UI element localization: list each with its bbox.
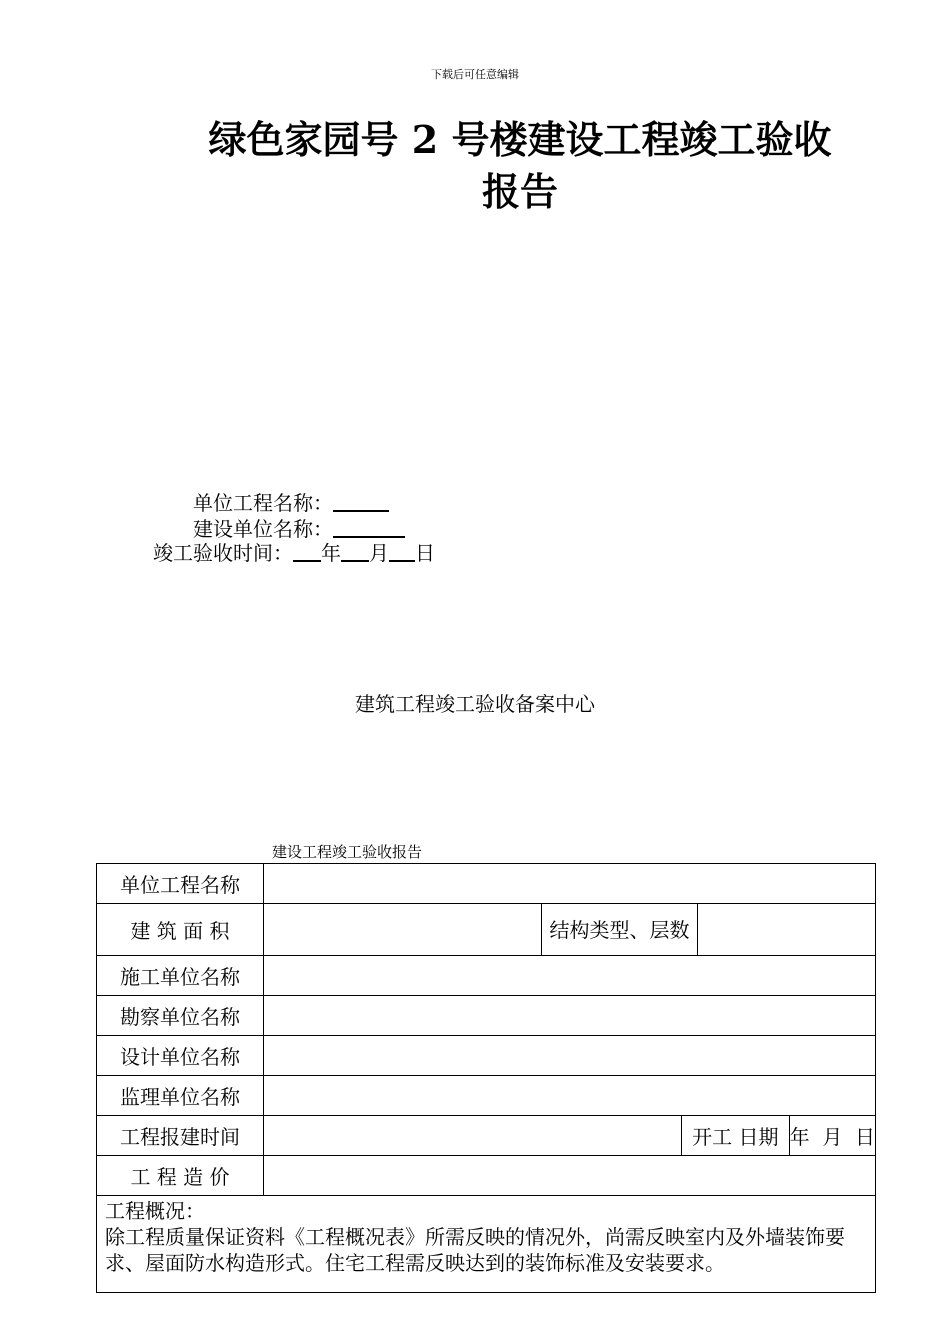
design-unit-value[interactable] — [264, 1036, 876, 1076]
table-row — [97, 904, 876, 956]
unit-project-name-label: 单位工程名称： — [193, 491, 333, 515]
acceptance-report-table — [96, 863, 876, 1293]
title-line-2: 报告 — [481, 169, 558, 214]
table-row — [97, 996, 876, 1036]
acceptance-time-field — [153, 540, 435, 566]
survey-unit-cell: 勘察单位名称 — [97, 996, 264, 1036]
filing-center-name: 建筑工程竣工验收备案中心 — [355, 692, 595, 716]
table-row — [97, 1156, 876, 1196]
construction-unit-value[interactable] — [264, 956, 876, 996]
structure-type-cell: 结构类型、层数 — [542, 904, 698, 956]
day-blank[interactable] — [389, 540, 415, 562]
building-area-cell: 建 筑 面 积 — [97, 904, 264, 956]
day-label: 日 — [415, 541, 435, 565]
project-overview-cell[interactable] — [97, 1196, 876, 1293]
supervision-unit-value[interactable] — [264, 1076, 876, 1116]
builder-name-label: 建设单位名称： — [193, 517, 333, 541]
table-row — [97, 1076, 876, 1116]
unit-project-name-blank[interactable] — [333, 490, 389, 512]
acceptance-time-label: 竣工验收时间： — [153, 541, 293, 565]
unit-project-name-value[interactable] — [264, 864, 876, 904]
table-row — [97, 956, 876, 996]
year-blank[interactable] — [293, 540, 321, 562]
design-unit-cell: 设计单位名称 — [97, 1036, 264, 1076]
structure-type-value[interactable] — [698, 904, 876, 956]
table-row — [97, 864, 876, 904]
project-cost-cell: 工 程 造 价 — [97, 1156, 264, 1196]
filing-time-value[interactable] — [264, 1116, 682, 1156]
table-row — [97, 1036, 876, 1076]
survey-unit-value[interactable] — [264, 996, 876, 1036]
document-title — [180, 114, 860, 218]
builder-name-field — [193, 516, 405, 542]
filing-time-cell: 工程报建时间 — [97, 1116, 264, 1156]
table-caption: 建设工程竣工验收报告 — [272, 843, 423, 861]
month-blank[interactable] — [341, 540, 369, 562]
start-date-value[interactable]: 年 月 日 — [789, 1125, 876, 1149]
unit-project-name-cell: 单位工程名称 — [97, 864, 264, 904]
project-cost-value[interactable] — [264, 1156, 876, 1196]
month-label: 月 — [369, 541, 389, 565]
overview-title: 工程概况： — [105, 1199, 205, 1223]
unit-project-name-field — [193, 490, 389, 516]
construction-unit-cell: 施工单位名称 — [97, 956, 264, 996]
table-row — [97, 1196, 876, 1293]
table-row — [97, 1116, 876, 1156]
start-date-label: 开工 日期 — [682, 1116, 790, 1155]
overview-text: 除工程质量保证资料《工程概况表》所需反映的情况外，尚需反映室内及外墙装饰要求、屋面防水构造形式。住宅工程需反映达到的装饰标准及安装要求。 — [105, 1225, 845, 1275]
year-label: 年 — [321, 541, 341, 565]
header-note: 下载后可任意编辑 — [431, 68, 519, 81]
title-line-1: 绿色家园号 2 号楼建设工程竣工验收 — [208, 117, 832, 162]
supervision-unit-cell: 监理单位名称 — [97, 1076, 264, 1116]
start-date-group — [682, 1116, 876, 1156]
building-area-value[interactable] — [264, 904, 542, 956]
builder-name-blank[interactable] — [333, 516, 405, 538]
